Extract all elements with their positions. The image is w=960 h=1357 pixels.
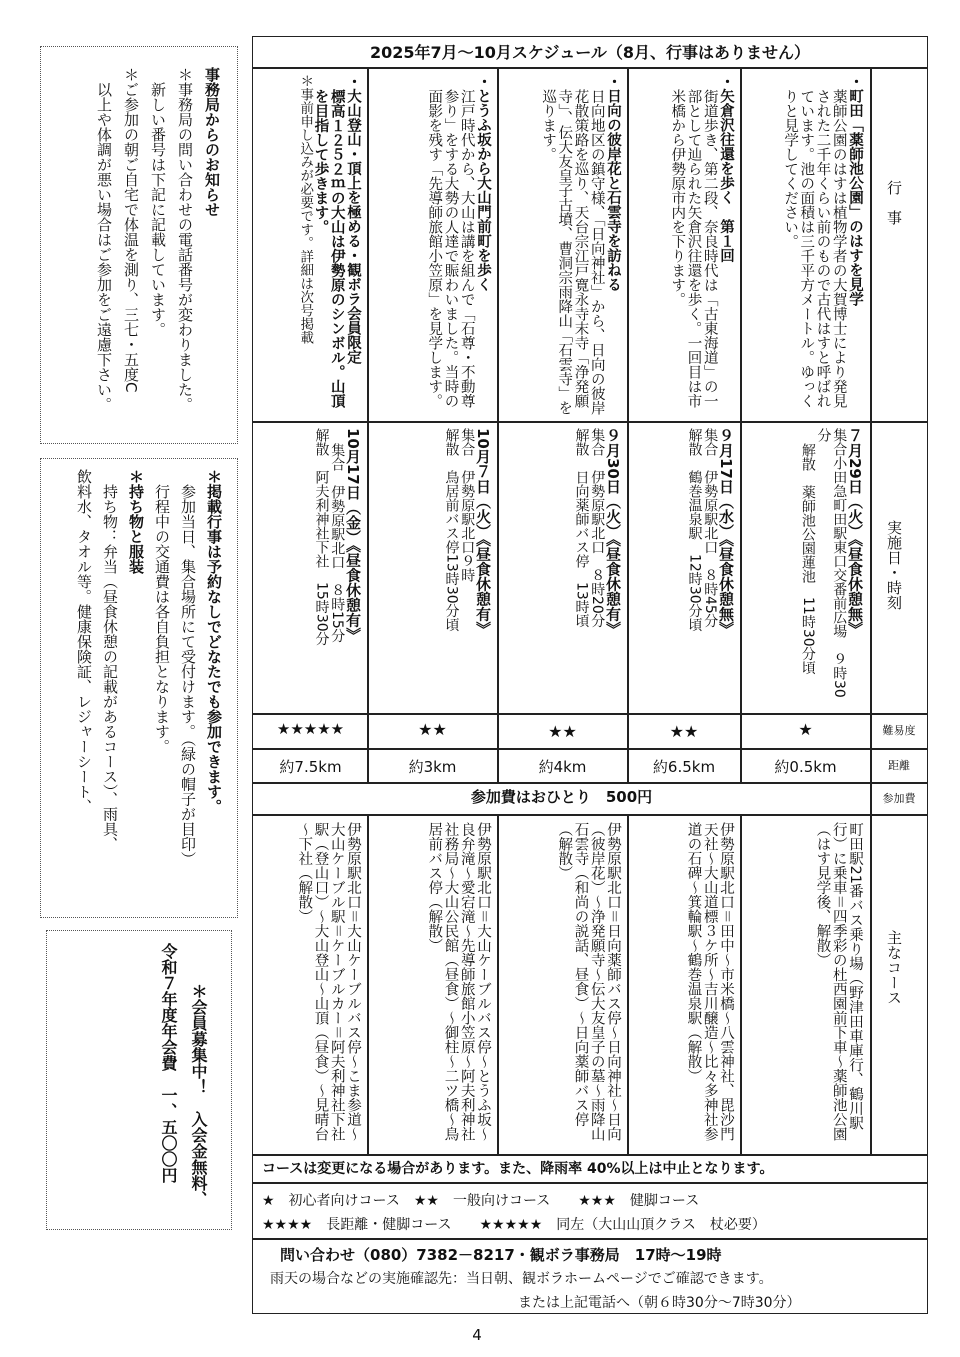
rain-line: 雨天の場合などの実施確認先：当日朝、観ボラホームページでご確認できます。 xyxy=(270,1271,773,1287)
event-date: 10月17日（金）《昼食休憩有》 xyxy=(344,428,362,643)
distance-cell: 約6.5km xyxy=(652,758,716,776)
event-meet: 集合 伊勢原駅北口 ８時45分 xyxy=(702,428,719,628)
event-end: 解散 日向薬師バス停 13時頃 xyxy=(573,428,590,628)
distance-cell: 約3km xyxy=(408,758,457,776)
member-box xyxy=(46,930,232,1230)
course-cell xyxy=(741,822,869,1150)
page-number: 4 xyxy=(472,1326,482,1344)
notice-line: 以上や体調が悪い場合はご参加をご遠慮下さい。 xyxy=(95,82,113,412)
event-title: ・町田「薬師池公園」のはすを見学 xyxy=(847,74,863,306)
info-heading: ＊掲載行事は予約なしでどなたでも参加できます。 xyxy=(205,469,223,814)
notice-line: ＊ご参加の朝ご自宅で体温を測り、三七・五度C xyxy=(122,67,140,393)
header-event: 行 事 xyxy=(885,180,903,225)
event-cell xyxy=(741,74,869,416)
member-fee: 令和７年度年会費 一、五〇〇円 xyxy=(159,943,178,1183)
course-cell xyxy=(254,822,367,1150)
contact-line: 問い合わせ（080）7382－8217・観ボラ事務局 17時～19時 xyxy=(280,1246,722,1264)
info-heading: ＊持ち物と服装 xyxy=(127,469,145,574)
event-title: ・大山登山・頂上を極める・観ボラ会員限定 xyxy=(345,74,361,364)
date-cell xyxy=(628,428,740,710)
event-title: ・とうふ坂から大山門前町を歩く xyxy=(475,74,491,292)
change-notice: コースは変更になる場合があります。また、降雨率 40%以上は中止となります。 xyxy=(262,1161,774,1177)
notice-line: 新しい番号は下記に記載しています。 xyxy=(149,82,167,337)
schedule-title: 2025年7月～10月スケジュール（8月、行事はありません） xyxy=(369,43,811,62)
event-cell xyxy=(368,74,497,416)
difficulty-cell: ★ xyxy=(798,720,813,739)
info-line: 参加当日、集合場所にて受付けます。（緑の帽子が目印） xyxy=(179,484,197,867)
course-cell xyxy=(368,822,497,1150)
distance-cell: 約0.5km xyxy=(774,758,837,776)
difficulty-cell: ★★★★★ xyxy=(276,720,345,738)
event-desc: 江戸時代から、大山は講を組んで「石尊・不動尊参り」をする大勢の人達で賑わいました。当時の面影を残す「先導師旅館小笠原」を見学します。 xyxy=(426,89,475,408)
course-text: 町田駅21番バス乗り場（野津田車庫行、鶴川駅行）に乗車＝四季彩の杜西園前下車～薬師池公園（はす見学後、解散） xyxy=(814,822,863,1141)
event-meet: 集合 伊勢原駅北口 ８時15分 xyxy=(329,443,346,643)
date-cell xyxy=(254,428,367,710)
course-text: 伊勢原駅北口＝日向薬師バス停～日向神社～日向（彼岸花）～浄発願寺～伝大友皇子の墓～雨降山石雲寺（和尚の説話、昼食）～日向薬師バス停（解散） xyxy=(556,822,621,1141)
event-end: 解散 鶴巻温泉駅 12時30分頃 xyxy=(686,428,703,632)
event-title: ・日向の彼岸花と石雲寺を訪ねる xyxy=(605,74,621,292)
event-desc: 標高１２５２ｍの大山は伊勢原のシンボル。山頂を目指して歩きます。 xyxy=(312,89,345,408)
event-title: ・矢倉沢往還を歩く 第１回 xyxy=(718,74,734,263)
event-meet: 集合小田急町田駅東口交番前広場 ９時30分 xyxy=(815,428,848,698)
rain-line: または上記電話へ（朝６時30分～7時30分） xyxy=(518,1295,801,1311)
member-line: ＊会員募集中！ 入会金無料、 xyxy=(189,983,208,1207)
course-text: 伊勢原駅北口＝大山ケーブルバス停～こま参道～大山ケーブル駅＝ケーブルカー＝阿夫利神社下社駅（登山口）～大山登山～山頂（昼食）～見晴台～下社（解散） xyxy=(296,822,361,1141)
date-cell xyxy=(368,428,497,710)
event-date: ９月30日（火）《昼食休憩有》 xyxy=(604,428,622,637)
difficulty-cell: ★★ xyxy=(669,722,699,741)
distance-cell: 約7.5km xyxy=(279,758,342,776)
event-desc: 日向地区の鎮守様、「日向神社」から、日向の彼岸花散策路を巡り、天台宗江戸寛永寺末寺「浄発願寺」、伝大友皇子古墳、曹洞宗雨降山「石雲寺」を巡ります。 xyxy=(540,89,605,416)
difficulty-cell: ★★ xyxy=(418,720,447,739)
fee-text: 参加費はおひとり 500円 xyxy=(470,788,653,806)
distance-cell: 約4km xyxy=(538,758,587,776)
course-text: 伊勢原駅北口＝大山ケーブルバス停～とうふ坂～良弁滝～愛宕滝～先導師旅館小笠原～阿夫利神社社務局～大山公民館（昼食）～御柱～二ツ橋～鳥居前バス停（解散） xyxy=(426,822,491,1141)
info-line: 持ち物：弁当（昼食休憩の記載があるコース）、雨具、 xyxy=(101,484,119,852)
notice-box xyxy=(40,46,238,444)
event-date: ９月17日（水）《昼食休憩無》 xyxy=(717,428,735,637)
legend-line: ★ 初心者向けコース ★★ 一般向けコース ★★★ 健脚コース xyxy=(262,1193,700,1209)
notice-line: ＊事務局の問い合わせの電話番号が変わりました。 xyxy=(176,67,194,412)
event-cell xyxy=(498,74,627,416)
event-date: 10月７日（火）《昼食休憩有》 xyxy=(474,428,492,637)
event-desc: 薬師公園のはすは植物学者の大賀博士により発見された二千年くらい前のもので古代はすと呼ばれています。池の面積は三千平方メートル。ゆっくりと見学してください。 xyxy=(782,89,847,408)
info-line: 飲料水、タオル等。健康保険証、レジャーシート、 xyxy=(75,469,93,814)
event-end: 解散 阿夫利神社下社 15時30分 xyxy=(313,428,330,646)
info-box xyxy=(40,458,238,918)
event-cell xyxy=(628,74,740,416)
event-desc: 街道歩き、第二段、奈良時代は「古東海道」の一部として辿られた矢倉沢往還を歩く。一回目は市米橋から伊勢原市内を下ります。 xyxy=(669,89,718,408)
header-course: 主なコース xyxy=(885,930,903,1005)
header-fee: 参加費 xyxy=(882,792,916,805)
header-distance: 距離 xyxy=(888,759,910,772)
course-text: 伊勢原駅北口＝田中～市米橋～八雲神社、毘沙門天社～大山道標３ケ所～吉川醸造～比々多神社参道の石碑～箕輪駅～鶴巻温泉駅（解散） xyxy=(685,822,734,1141)
date-cell xyxy=(741,428,869,710)
difficulty-cell: ★★ xyxy=(548,722,577,741)
course-cell xyxy=(628,822,740,1150)
header-difficulty: 難易度 xyxy=(882,724,916,737)
notice-title: 事務局からのお知らせ xyxy=(203,67,221,217)
event-meet: 集合 伊勢原駅北口 ８時20分 xyxy=(589,428,606,628)
course-cell xyxy=(498,822,627,1150)
event-end: 解散 薬師池公園蓮池 11時30分頃 xyxy=(799,443,816,675)
event-cell xyxy=(254,74,367,416)
date-cell xyxy=(498,428,627,710)
event-end: 解散 鳥居前バス停13時30分頃 xyxy=(443,428,460,632)
header-date: 実施日・時刻 xyxy=(885,520,903,610)
event-meet: 集合 伊勢原駅北口９時 xyxy=(459,428,476,582)
event-date: ７月29日（火）《昼食休憩無》 xyxy=(846,428,864,637)
event-note: ＊事前申し込みが必要です。詳細は次号掲載 xyxy=(297,74,314,344)
legend-line: ★★★★ 長距離・健脚コース ★★★★★ 同左（大山山頂クラス 杖必要） xyxy=(262,1217,766,1233)
info-line: 行程中の交通費は各自負担となります。 xyxy=(153,484,171,754)
